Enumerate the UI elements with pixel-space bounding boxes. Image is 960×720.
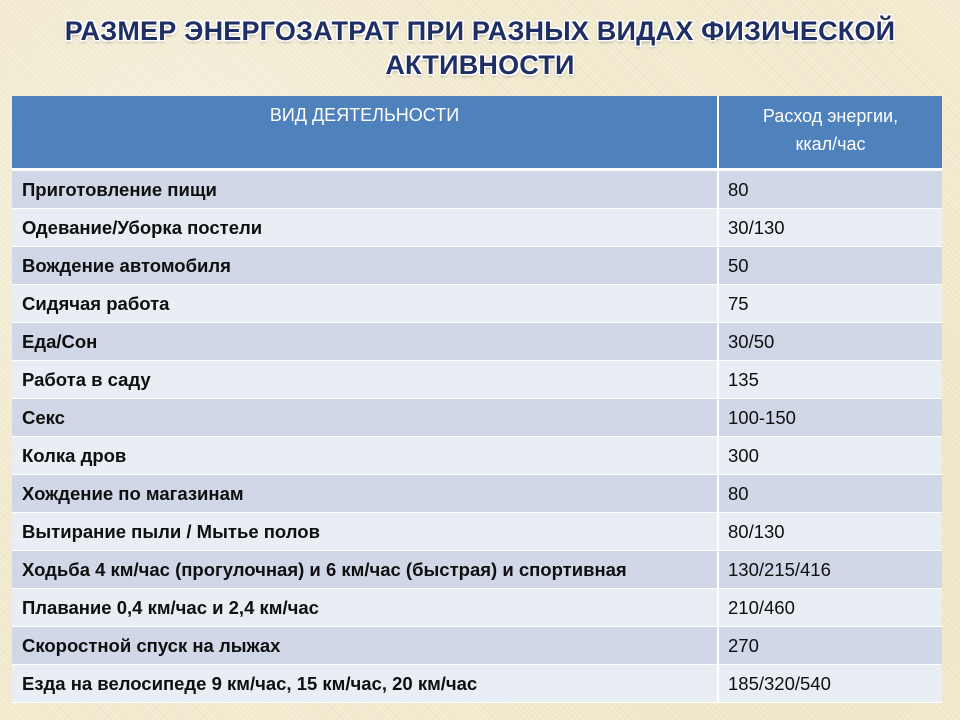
- energy-cell: 50: [718, 247, 942, 285]
- table-header-row: [12, 96, 942, 170]
- activity-cell: Скоростной спуск на лыжах: [12, 627, 718, 665]
- column-header-energy: [718, 96, 942, 170]
- energy-cell: 130/215/416: [718, 551, 942, 589]
- energy-cell: 30/130: [718, 209, 942, 247]
- activity-cell: Колка дров: [12, 437, 718, 475]
- table-row: [12, 475, 942, 513]
- energy-cell: 185/320/540: [718, 665, 942, 703]
- activity-cell: Работа в саду: [12, 361, 718, 399]
- page-title-line-1: РАЗМЕР ЭНЕРГОЗАТРАТ ПРИ РАЗНЫХ ВИДАХ ФИЗИЧЕСКОЙ: [64, 16, 896, 46]
- activity-cell: Вытирание пыли / Мытье полов: [12, 513, 718, 551]
- activity-cell: Хождение по магазинам: [12, 475, 718, 513]
- activity-cell: Езда на велосипеде 9 км/час, 15 км/час, 20 км/час: [12, 665, 718, 703]
- column-header-energy-line-2: ккал/час: [795, 134, 866, 154]
- table-row: [12, 399, 942, 437]
- activity-cell: Приготовление пищи: [12, 170, 718, 209]
- energy-cell: 300: [718, 437, 942, 475]
- table-row: [12, 513, 942, 551]
- table-row: [12, 285, 942, 323]
- activity-cell: Еда/Сон: [12, 323, 718, 361]
- activity-cell: Вождение автомобиля: [12, 247, 718, 285]
- table-row: [12, 361, 942, 399]
- energy-table-container: [12, 96, 942, 700]
- activity-cell: Плавание 0,4 км/час и 2,4 км/час: [12, 589, 718, 627]
- activity-cell: Ходьба 4 км/час (прогулочная) и 6 км/час (быстрая) и спортивная: [12, 551, 718, 589]
- energy-cell: 75: [718, 285, 942, 323]
- table-row: [12, 170, 942, 209]
- table-row: [12, 627, 942, 665]
- energy-cell: 135: [718, 361, 942, 399]
- energy-cell: 270: [718, 627, 942, 665]
- table-body: [12, 170, 942, 703]
- energy-cell: 80: [718, 170, 942, 209]
- activity-cell: Сидячая работа: [12, 285, 718, 323]
- column-header-energy-line-1: Расход энергии,: [762, 106, 899, 126]
- page-title-line-2: АКТИВНОСТИ: [385, 50, 575, 80]
- table-row: [12, 551, 942, 589]
- table-row: [12, 437, 942, 475]
- column-header-activity-label: ВИД ДЕЯТЕЛЬНОСТИ: [269, 105, 460, 125]
- page-title: [0, 14, 960, 82]
- energy-cell: 100-150: [718, 399, 942, 437]
- table-row: [12, 323, 942, 361]
- table-row: [12, 589, 942, 627]
- activity-cell: Одевание/Уборка постели: [12, 209, 718, 247]
- activity-cell: Секс: [12, 399, 718, 437]
- energy-cell: 30/50: [718, 323, 942, 361]
- energy-cell: 80: [718, 475, 942, 513]
- table-row: [12, 665, 942, 703]
- column-header-activity: [12, 96, 718, 170]
- table-row: [12, 247, 942, 285]
- energy-cell: 210/460: [718, 589, 942, 627]
- table-row: [12, 209, 942, 247]
- table-header: [12, 96, 942, 170]
- energy-cell: 80/130: [718, 513, 942, 551]
- energy-table: [12, 96, 942, 703]
